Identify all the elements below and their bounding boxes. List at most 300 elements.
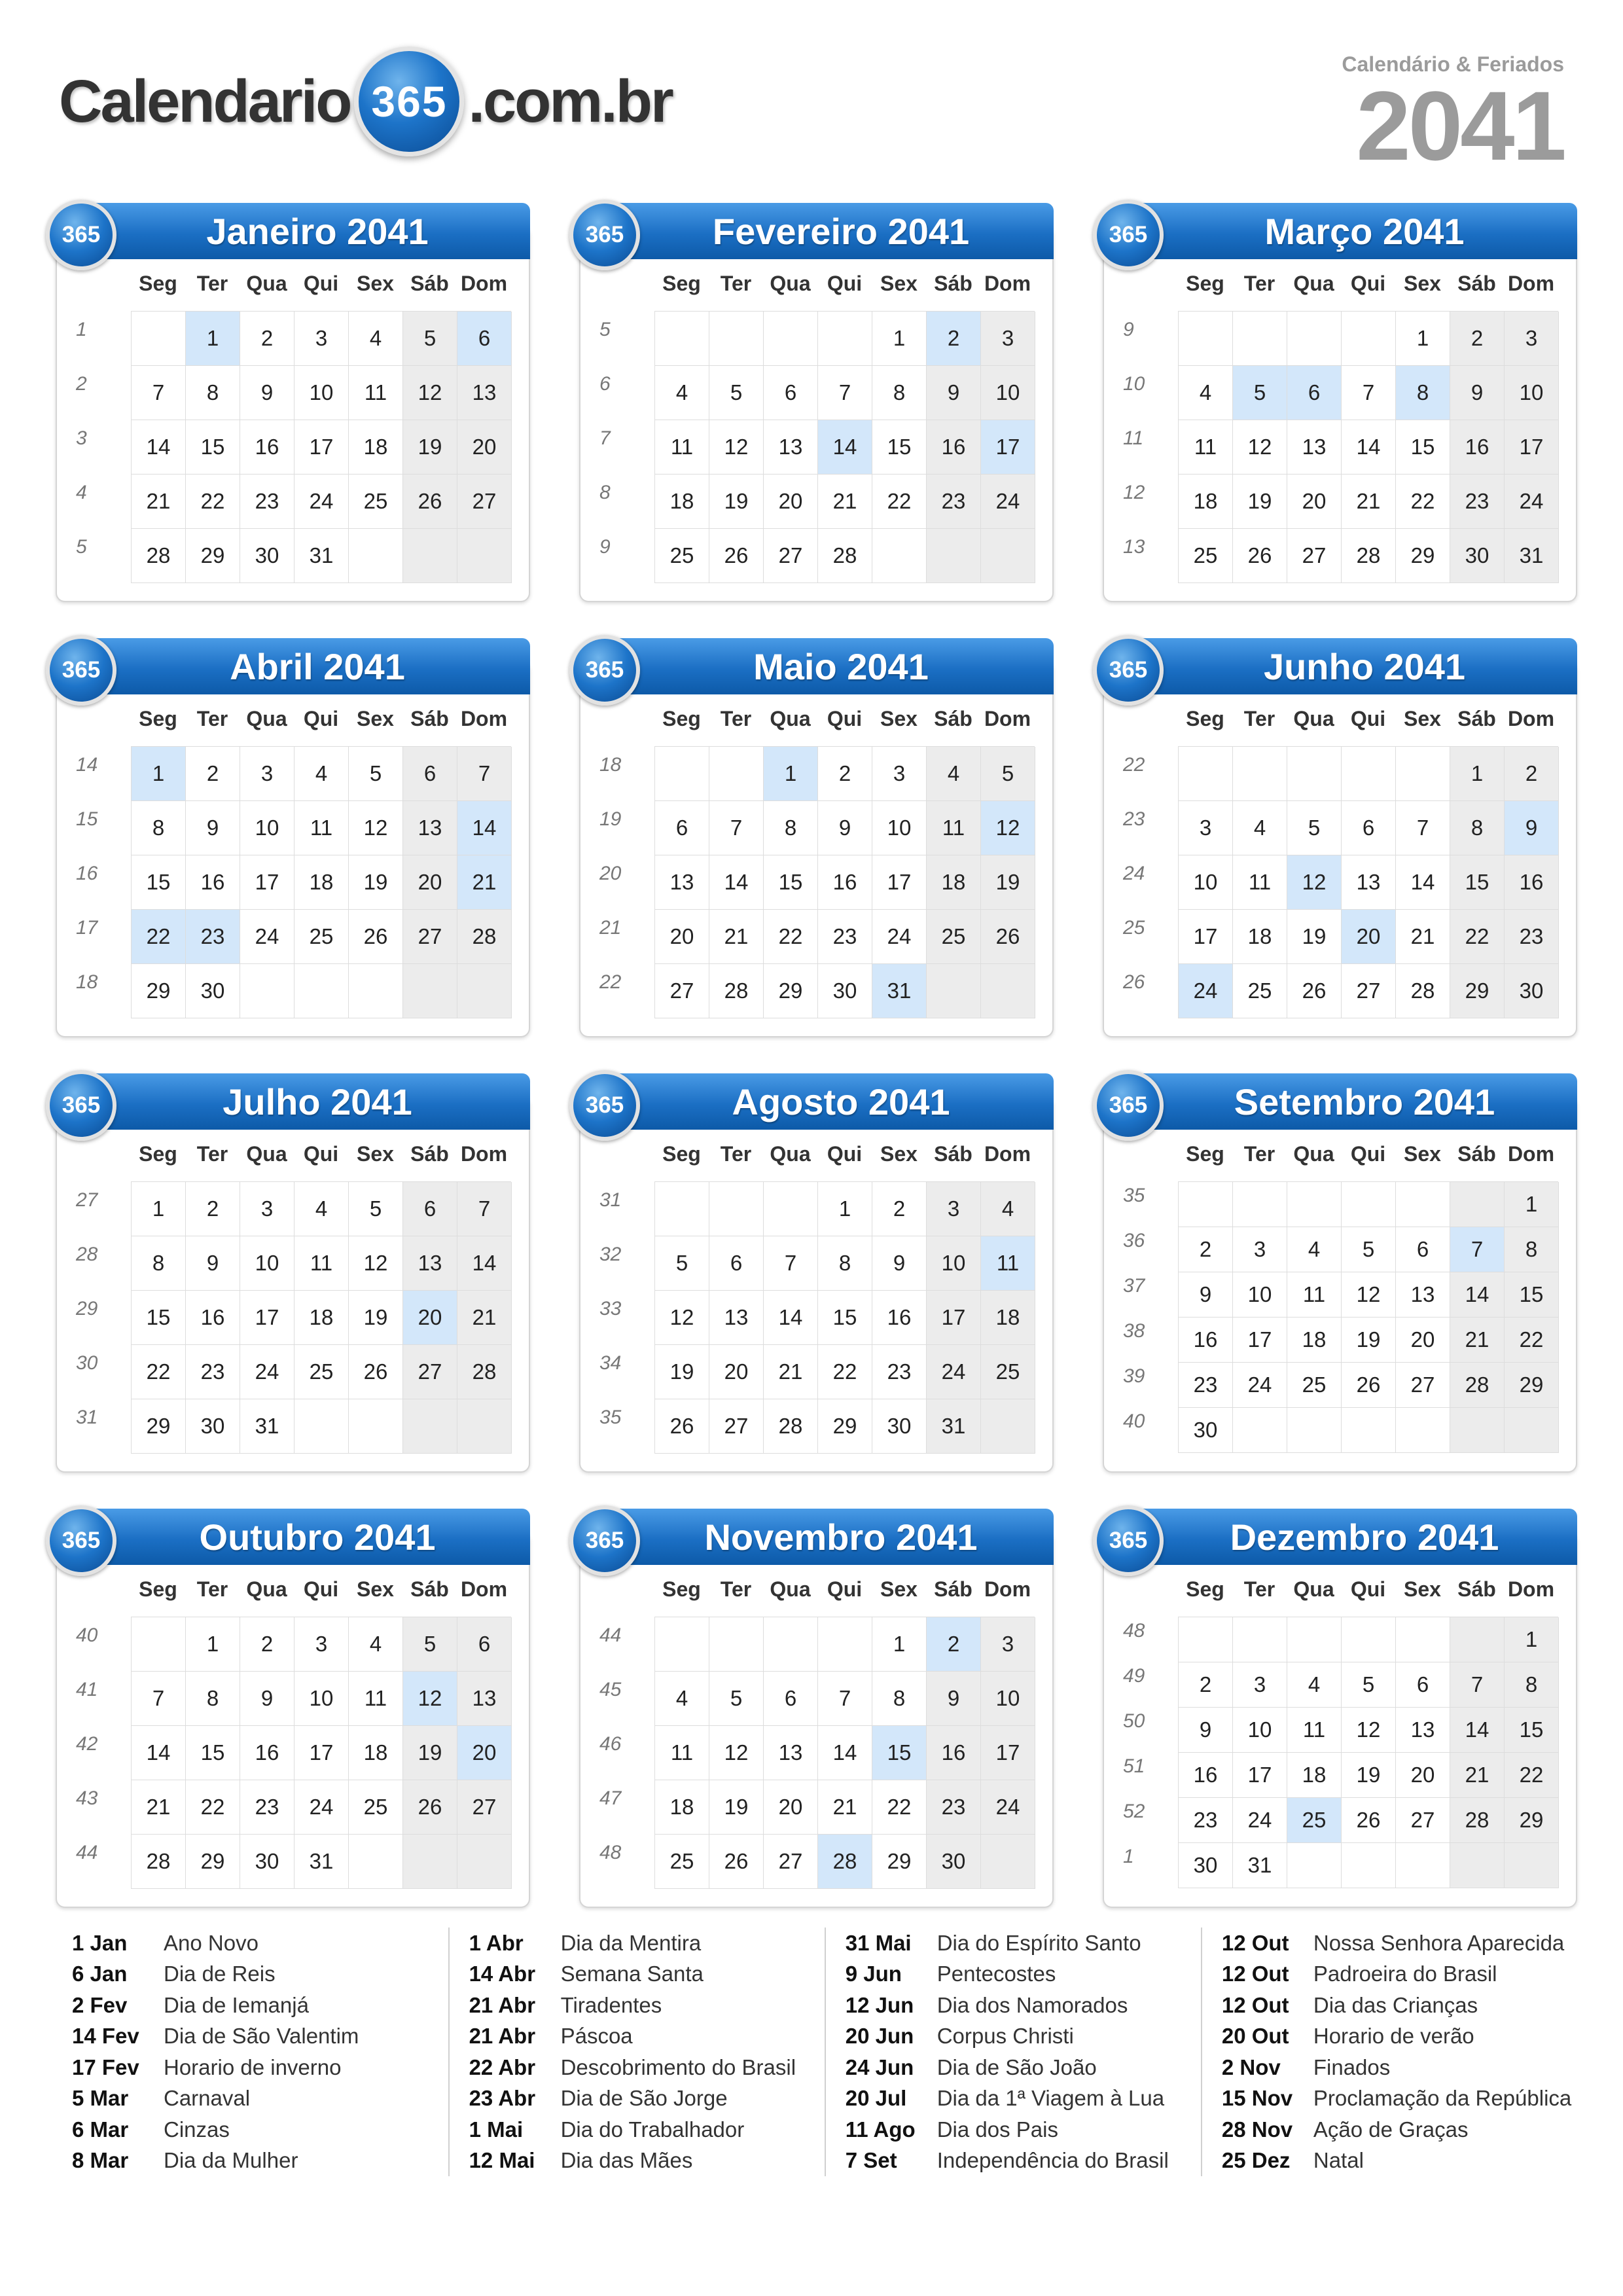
day-cell[interactable]: 7 [818,1672,872,1726]
day-cell[interactable]: 29 [818,1399,872,1454]
day-cell[interactable]: 8 [186,1672,240,1726]
day-cell[interactable]: 8 [818,1236,872,1291]
day-cell[interactable]: 14 [457,801,512,855]
day-cell[interactable]: 13 [1287,420,1342,475]
day-cell[interactable]: 31 [927,1399,981,1454]
day-cell[interactable]: 25 [349,1780,403,1835]
day-cell[interactable]: 1 [186,312,240,366]
day-cell[interactable]: 16 [927,1726,981,1780]
day-cell[interactable]: 8 [132,1236,186,1291]
day-cell[interactable]: 14 [1342,420,1396,475]
day-cell[interactable]: 6 [1396,1227,1450,1272]
day-cell[interactable]: 3 [1233,1227,1287,1272]
day-cell[interactable]: 3 [240,747,294,801]
day-cell[interactable]: 6 [764,1672,818,1726]
day-cell[interactable]: 14 [1450,1272,1505,1318]
day-cell[interactable]: 14 [457,1236,512,1291]
day-cell[interactable]: 10 [240,1236,294,1291]
day-cell[interactable]: 27 [403,1345,457,1399]
day-cell[interactable]: 28 [818,1835,872,1889]
day-cell[interactable]: 23 [927,1780,981,1835]
day-cell[interactable]: 29 [1450,964,1505,1018]
day-cell[interactable]: 23 [927,475,981,529]
day-cell[interactable]: 11 [349,366,403,420]
day-cell[interactable]: 5 [403,1617,457,1672]
day-cell[interactable]: 22 [186,475,240,529]
day-cell[interactable]: 8 [872,1672,927,1726]
day-cell[interactable]: 28 [818,529,872,583]
day-cell[interactable]: 22 [818,1345,872,1399]
day-cell[interactable]: 27 [1396,1363,1450,1408]
day-cell[interactable]: 22 [1450,910,1505,964]
day-cell[interactable]: 7 [709,801,764,855]
day-cell[interactable]: 9 [240,366,294,420]
day-cell[interactable]: 6 [1342,801,1396,855]
day-cell[interactable]: 9 [1505,801,1559,855]
day-cell[interactable]: 2 [186,747,240,801]
day-cell[interactable]: 26 [1287,964,1342,1018]
day-cell[interactable]: 13 [709,1291,764,1345]
day-cell[interactable]: 13 [764,1726,818,1780]
day-cell[interactable]: 20 [655,910,709,964]
day-cell[interactable]: 21 [764,1345,818,1399]
day-cell[interactable]: 31 [294,529,349,583]
day-cell[interactable]: 19 [1287,910,1342,964]
day-cell[interactable]: 10 [1505,366,1559,420]
day-cell[interactable]: 21 [1342,475,1396,529]
day-cell[interactable]: 2 [1450,312,1505,366]
day-cell[interactable]: 12 [655,1291,709,1345]
day-cell[interactable]: 10 [294,366,349,420]
day-cell[interactable]: 11 [294,801,349,855]
day-cell[interactable]: 28 [132,529,186,583]
day-cell[interactable]: 6 [403,1182,457,1236]
day-cell[interactable]: 1 [872,1617,927,1672]
day-cell[interactable]: 22 [1505,1753,1559,1798]
day-cell[interactable]: 26 [349,910,403,964]
day-cell[interactable]: 15 [1505,1272,1559,1318]
day-cell[interactable]: 24 [872,910,927,964]
day-cell[interactable]: 1 [186,1617,240,1672]
day-cell[interactable]: 1 [132,747,186,801]
day-cell[interactable]: 4 [294,747,349,801]
day-cell[interactable]: 15 [818,1291,872,1345]
day-cell[interactable]: 25 [1233,964,1287,1018]
day-cell[interactable]: 15 [1505,1708,1559,1753]
day-cell[interactable]: 12 [709,420,764,475]
day-cell[interactable]: 5 [1342,1662,1396,1708]
day-cell[interactable]: 19 [1342,1318,1396,1363]
day-cell[interactable]: 16 [186,855,240,910]
day-cell[interactable]: 23 [1505,910,1559,964]
day-cell[interactable]: 18 [294,855,349,910]
day-cell[interactable]: 7 [1396,801,1450,855]
day-cell[interactable]: 16 [927,420,981,475]
day-cell[interactable]: 7 [457,747,512,801]
day-cell[interactable]: 24 [927,1345,981,1399]
day-cell[interactable]: 1 [132,1182,186,1236]
day-cell[interactable]: 16 [1505,855,1559,910]
day-cell[interactable]: 24 [240,910,294,964]
day-cell[interactable]: 4 [927,747,981,801]
day-cell[interactable]: 20 [457,1726,512,1780]
day-cell[interactable]: 21 [818,1780,872,1835]
day-cell[interactable]: 13 [655,855,709,910]
day-cell[interactable]: 24 [1505,475,1559,529]
day-cell[interactable]: 3 [981,1617,1035,1672]
day-cell[interactable]: 20 [764,475,818,529]
day-cell[interactable]: 23 [186,910,240,964]
day-cell[interactable]: 25 [1179,529,1233,583]
day-cell[interactable]: 9 [186,801,240,855]
day-cell[interactable]: 2 [1179,1227,1233,1272]
day-cell[interactable]: 29 [132,1399,186,1454]
day-cell[interactable]: 14 [132,420,186,475]
day-cell[interactable]: 14 [132,1726,186,1780]
day-cell[interactable]: 7 [1342,366,1396,420]
day-cell[interactable]: 16 [1179,1318,1233,1363]
day-cell[interactable]: 9 [818,801,872,855]
day-cell[interactable]: 20 [457,420,512,475]
day-cell[interactable]: 8 [1396,366,1450,420]
day-cell[interactable]: 27 [764,529,818,583]
day-cell[interactable]: 29 [132,964,186,1018]
day-cell[interactable]: 11 [655,1726,709,1780]
day-cell[interactable]: 16 [1450,420,1505,475]
day-cell[interactable]: 8 [872,366,927,420]
day-cell[interactable]: 22 [186,1780,240,1835]
day-cell[interactable]: 11 [655,420,709,475]
day-cell[interactable]: 17 [872,855,927,910]
day-cell[interactable]: 26 [403,1780,457,1835]
day-cell[interactable]: 4 [655,1672,709,1726]
day-cell[interactable]: 23 [240,1780,294,1835]
day-cell[interactable]: 1 [872,312,927,366]
day-cell[interactable]: 18 [1233,910,1287,964]
day-cell[interactable]: 26 [403,475,457,529]
day-cell[interactable]: 10 [927,1236,981,1291]
day-cell[interactable]: 4 [1287,1227,1342,1272]
day-cell[interactable]: 11 [1233,855,1287,910]
day-cell[interactable]: 7 [132,366,186,420]
day-cell[interactable]: 25 [294,1345,349,1399]
site-logo[interactable] [59,46,672,157]
day-cell[interactable]: 7 [818,366,872,420]
day-cell[interactable]: 21 [457,855,512,910]
day-cell[interactable]: 11 [927,801,981,855]
day-cell[interactable]: 19 [403,1726,457,1780]
day-cell[interactable]: 22 [132,1345,186,1399]
day-cell[interactable]: 19 [349,1291,403,1345]
day-cell[interactable]: 8 [764,801,818,855]
day-cell[interactable]: 5 [709,1672,764,1726]
day-cell[interactable]: 18 [1287,1318,1342,1363]
day-cell[interactable]: 7 [1450,1227,1505,1272]
day-cell[interactable]: 27 [709,1399,764,1454]
day-cell[interactable]: 4 [349,1617,403,1672]
day-cell[interactable]: 24 [981,1780,1035,1835]
day-cell[interactable]: 19 [1233,475,1287,529]
day-cell[interactable]: 13 [457,366,512,420]
day-cell[interactable]: 21 [1396,910,1450,964]
day-cell[interactable]: 11 [1287,1272,1342,1318]
day-cell[interactable]: 12 [1233,420,1287,475]
day-cell[interactable]: 28 [1342,529,1396,583]
day-cell[interactable]: 28 [1396,964,1450,1018]
day-cell[interactable]: 2 [927,312,981,366]
day-cell[interactable]: 11 [1179,420,1233,475]
day-cell[interactable]: 15 [1450,855,1505,910]
day-cell[interactable]: 10 [1233,1708,1287,1753]
day-cell[interactable]: 23 [818,910,872,964]
day-cell[interactable]: 7 [457,1182,512,1236]
day-cell[interactable]: 27 [457,1780,512,1835]
day-cell[interactable]: 18 [981,1291,1035,1345]
day-cell[interactable]: 6 [457,1617,512,1672]
day-cell[interactable]: 7 [132,1672,186,1726]
day-cell[interactable]: 25 [1287,1798,1342,1843]
day-cell[interactable]: 23 [1179,1798,1233,1843]
day-cell[interactable]: 13 [457,1672,512,1726]
day-cell[interactable]: 27 [403,910,457,964]
day-cell[interactable]: 25 [655,529,709,583]
day-cell[interactable]: 15 [764,855,818,910]
day-cell[interactable]: 29 [1396,529,1450,583]
day-cell[interactable]: 14 [709,855,764,910]
day-cell[interactable]: 6 [655,801,709,855]
day-cell[interactable]: 20 [764,1780,818,1835]
day-cell[interactable]: 30 [1450,529,1505,583]
day-cell[interactable]: 24 [1179,964,1233,1018]
day-cell[interactable]: 22 [764,910,818,964]
day-cell[interactable]: 5 [981,747,1035,801]
day-cell[interactable]: 13 [764,420,818,475]
day-cell[interactable]: 17 [240,1291,294,1345]
day-cell[interactable]: 31 [240,1399,294,1454]
day-cell[interactable]: 9 [1450,366,1505,420]
day-cell[interactable]: 15 [1396,420,1450,475]
day-cell[interactable]: 29 [1505,1363,1559,1408]
day-cell[interactable]: 20 [403,855,457,910]
day-cell[interactable]: 1 [1505,1617,1559,1662]
day-cell[interactable]: 22 [1396,475,1450,529]
day-cell[interactable]: 21 [1450,1753,1505,1798]
day-cell[interactable]: 26 [981,910,1035,964]
day-cell[interactable]: 15 [186,1726,240,1780]
day-cell[interactable]: 4 [1233,801,1287,855]
day-cell[interactable]: 14 [1396,855,1450,910]
day-cell[interactable]: 30 [240,1835,294,1889]
day-cell[interactable]: 27 [1342,964,1396,1018]
day-cell[interactable]: 25 [1287,1363,1342,1408]
day-cell[interactable]: 3 [981,312,1035,366]
day-cell[interactable]: 11 [981,1236,1035,1291]
day-cell[interactable]: 19 [403,420,457,475]
day-cell[interactable]: 19 [981,855,1035,910]
day-cell[interactable]: 2 [1179,1662,1233,1708]
day-cell[interactable]: 30 [872,1399,927,1454]
day-cell[interactable]: 24 [981,475,1035,529]
day-cell[interactable]: 10 [981,366,1035,420]
day-cell[interactable]: 12 [349,801,403,855]
day-cell[interactable]: 29 [186,529,240,583]
day-cell[interactable]: 30 [927,1835,981,1889]
day-cell[interactable]: 31 [1233,1843,1287,1888]
day-cell[interactable]: 23 [186,1345,240,1399]
day-cell[interactable]: 16 [186,1291,240,1345]
day-cell[interactable]: 24 [1233,1363,1287,1408]
day-cell[interactable]: 22 [1505,1318,1559,1363]
day-cell[interactable]: 4 [655,366,709,420]
day-cell[interactable]: 5 [655,1236,709,1291]
day-cell[interactable]: 3 [294,312,349,366]
day-cell[interactable]: 23 [240,475,294,529]
day-cell[interactable]: 14 [764,1291,818,1345]
day-cell[interactable]: 22 [872,475,927,529]
day-cell[interactable]: 6 [1396,1662,1450,1708]
day-cell[interactable]: 26 [349,1345,403,1399]
day-cell[interactable]: 24 [294,475,349,529]
day-cell[interactable]: 18 [1179,475,1233,529]
day-cell[interactable]: 30 [186,1399,240,1454]
day-cell[interactable]: 5 [403,312,457,366]
day-cell[interactable]: 9 [872,1236,927,1291]
day-cell[interactable]: 16 [1179,1753,1233,1798]
day-cell[interactable]: 25 [294,910,349,964]
day-cell[interactable]: 16 [872,1291,927,1345]
day-cell[interactable]: 17 [1505,420,1559,475]
day-cell[interactable]: 16 [240,1726,294,1780]
day-cell[interactable]: 1 [1396,312,1450,366]
day-cell[interactable]: 19 [709,1780,764,1835]
day-cell[interactable]: 2 [240,1617,294,1672]
day-cell[interactable]: 8 [132,801,186,855]
day-cell[interactable]: 4 [1179,366,1233,420]
day-cell[interactable]: 3 [240,1182,294,1236]
day-cell[interactable]: 27 [1287,529,1342,583]
day-cell[interactable]: 16 [240,420,294,475]
day-cell[interactable]: 13 [1396,1708,1450,1753]
day-cell[interactable]: 31 [294,1835,349,1889]
day-cell[interactable]: 20 [1396,1753,1450,1798]
day-cell[interactable]: 9 [927,366,981,420]
day-cell[interactable]: 26 [1342,1798,1396,1843]
day-cell[interactable]: 12 [349,1236,403,1291]
day-cell[interactable]: 3 [927,1182,981,1236]
day-cell[interactable]: 1 [1450,747,1505,801]
day-cell[interactable]: 28 [132,1835,186,1889]
day-cell[interactable]: 29 [764,964,818,1018]
day-cell[interactable]: 5 [1287,801,1342,855]
day-cell[interactable]: 22 [132,910,186,964]
day-cell[interactable]: 23 [872,1345,927,1399]
day-cell[interactable]: 4 [981,1182,1035,1236]
day-cell[interactable]: 13 [403,1236,457,1291]
day-cell[interactable]: 17 [1179,910,1233,964]
day-cell[interactable]: 14 [1450,1708,1505,1753]
day-cell[interactable]: 4 [294,1182,349,1236]
day-cell[interactable]: 6 [764,366,818,420]
day-cell[interactable]: 12 [1342,1708,1396,1753]
day-cell[interactable]: 18 [1287,1753,1342,1798]
day-cell[interactable]: 6 [709,1236,764,1291]
day-cell[interactable]: 21 [709,910,764,964]
day-cell[interactable]: 27 [764,1835,818,1889]
day-cell[interactable]: 20 [1287,475,1342,529]
day-cell[interactable]: 1 [764,747,818,801]
day-cell[interactable]: 1 [1505,1182,1559,1227]
day-cell[interactable]: 15 [872,420,927,475]
day-cell[interactable]: 16 [818,855,872,910]
day-cell[interactable]: 31 [1505,529,1559,583]
day-cell[interactable]: 2 [927,1617,981,1672]
day-cell[interactable]: 30 [240,529,294,583]
day-cell[interactable]: 26 [1233,529,1287,583]
day-cell[interactable]: 10 [981,1672,1035,1726]
day-cell[interactable]: 9 [1179,1708,1233,1753]
day-cell[interactable]: 3 [1233,1662,1287,1708]
day-cell[interactable]: 20 [1342,910,1396,964]
day-cell[interactable]: 27 [1396,1798,1450,1843]
day-cell[interactable]: 31 [872,964,927,1018]
day-cell[interactable]: 8 [186,366,240,420]
day-cell[interactable]: 6 [1287,366,1342,420]
day-cell[interactable]: 9 [1179,1272,1233,1318]
day-cell[interactable]: 10 [240,801,294,855]
day-cell[interactable]: 17 [981,420,1035,475]
day-cell[interactable]: 4 [1287,1662,1342,1708]
day-cell[interactable]: 17 [294,1726,349,1780]
day-cell[interactable]: 13 [1342,855,1396,910]
day-cell[interactable]: 21 [132,475,186,529]
day-cell[interactable]: 12 [403,366,457,420]
day-cell[interactable]: 23 [1450,475,1505,529]
day-cell[interactable]: 17 [240,855,294,910]
day-cell[interactable]: 21 [132,1780,186,1835]
day-cell[interactable]: 17 [294,420,349,475]
day-cell[interactable]: 17 [1233,1318,1287,1363]
day-cell[interactable]: 29 [872,1835,927,1889]
day-cell[interactable]: 8 [1505,1662,1559,1708]
day-cell[interactable]: 3 [294,1617,349,1672]
day-cell[interactable]: 21 [457,1291,512,1345]
day-cell[interactable]: 18 [349,1726,403,1780]
day-cell[interactable]: 3 [872,747,927,801]
day-cell[interactable]: 11 [1287,1708,1342,1753]
day-cell[interactable]: 30 [186,964,240,1018]
day-cell[interactable]: 30 [1505,964,1559,1018]
day-cell[interactable]: 5 [1342,1227,1396,1272]
day-cell[interactable]: 15 [186,420,240,475]
day-cell[interactable]: 6 [457,312,512,366]
day-cell[interactable]: 24 [294,1780,349,1835]
day-cell[interactable]: 15 [132,855,186,910]
day-cell[interactable]: 12 [1287,855,1342,910]
day-cell[interactable]: 12 [1342,1272,1396,1318]
day-cell[interactable]: 22 [872,1780,927,1835]
day-cell[interactable]: 5 [349,747,403,801]
day-cell[interactable]: 2 [240,312,294,366]
day-cell[interactable]: 19 [709,475,764,529]
day-cell[interactable]: 28 [1450,1363,1505,1408]
day-cell[interactable]: 30 [818,964,872,1018]
day-cell[interactable]: 15 [872,1726,927,1780]
day-cell[interactable]: 12 [981,801,1035,855]
day-cell[interactable]: 28 [1450,1798,1505,1843]
day-cell[interactable]: 12 [403,1672,457,1726]
day-cell[interactable]: 2 [872,1182,927,1236]
day-cell[interactable]: 25 [349,475,403,529]
